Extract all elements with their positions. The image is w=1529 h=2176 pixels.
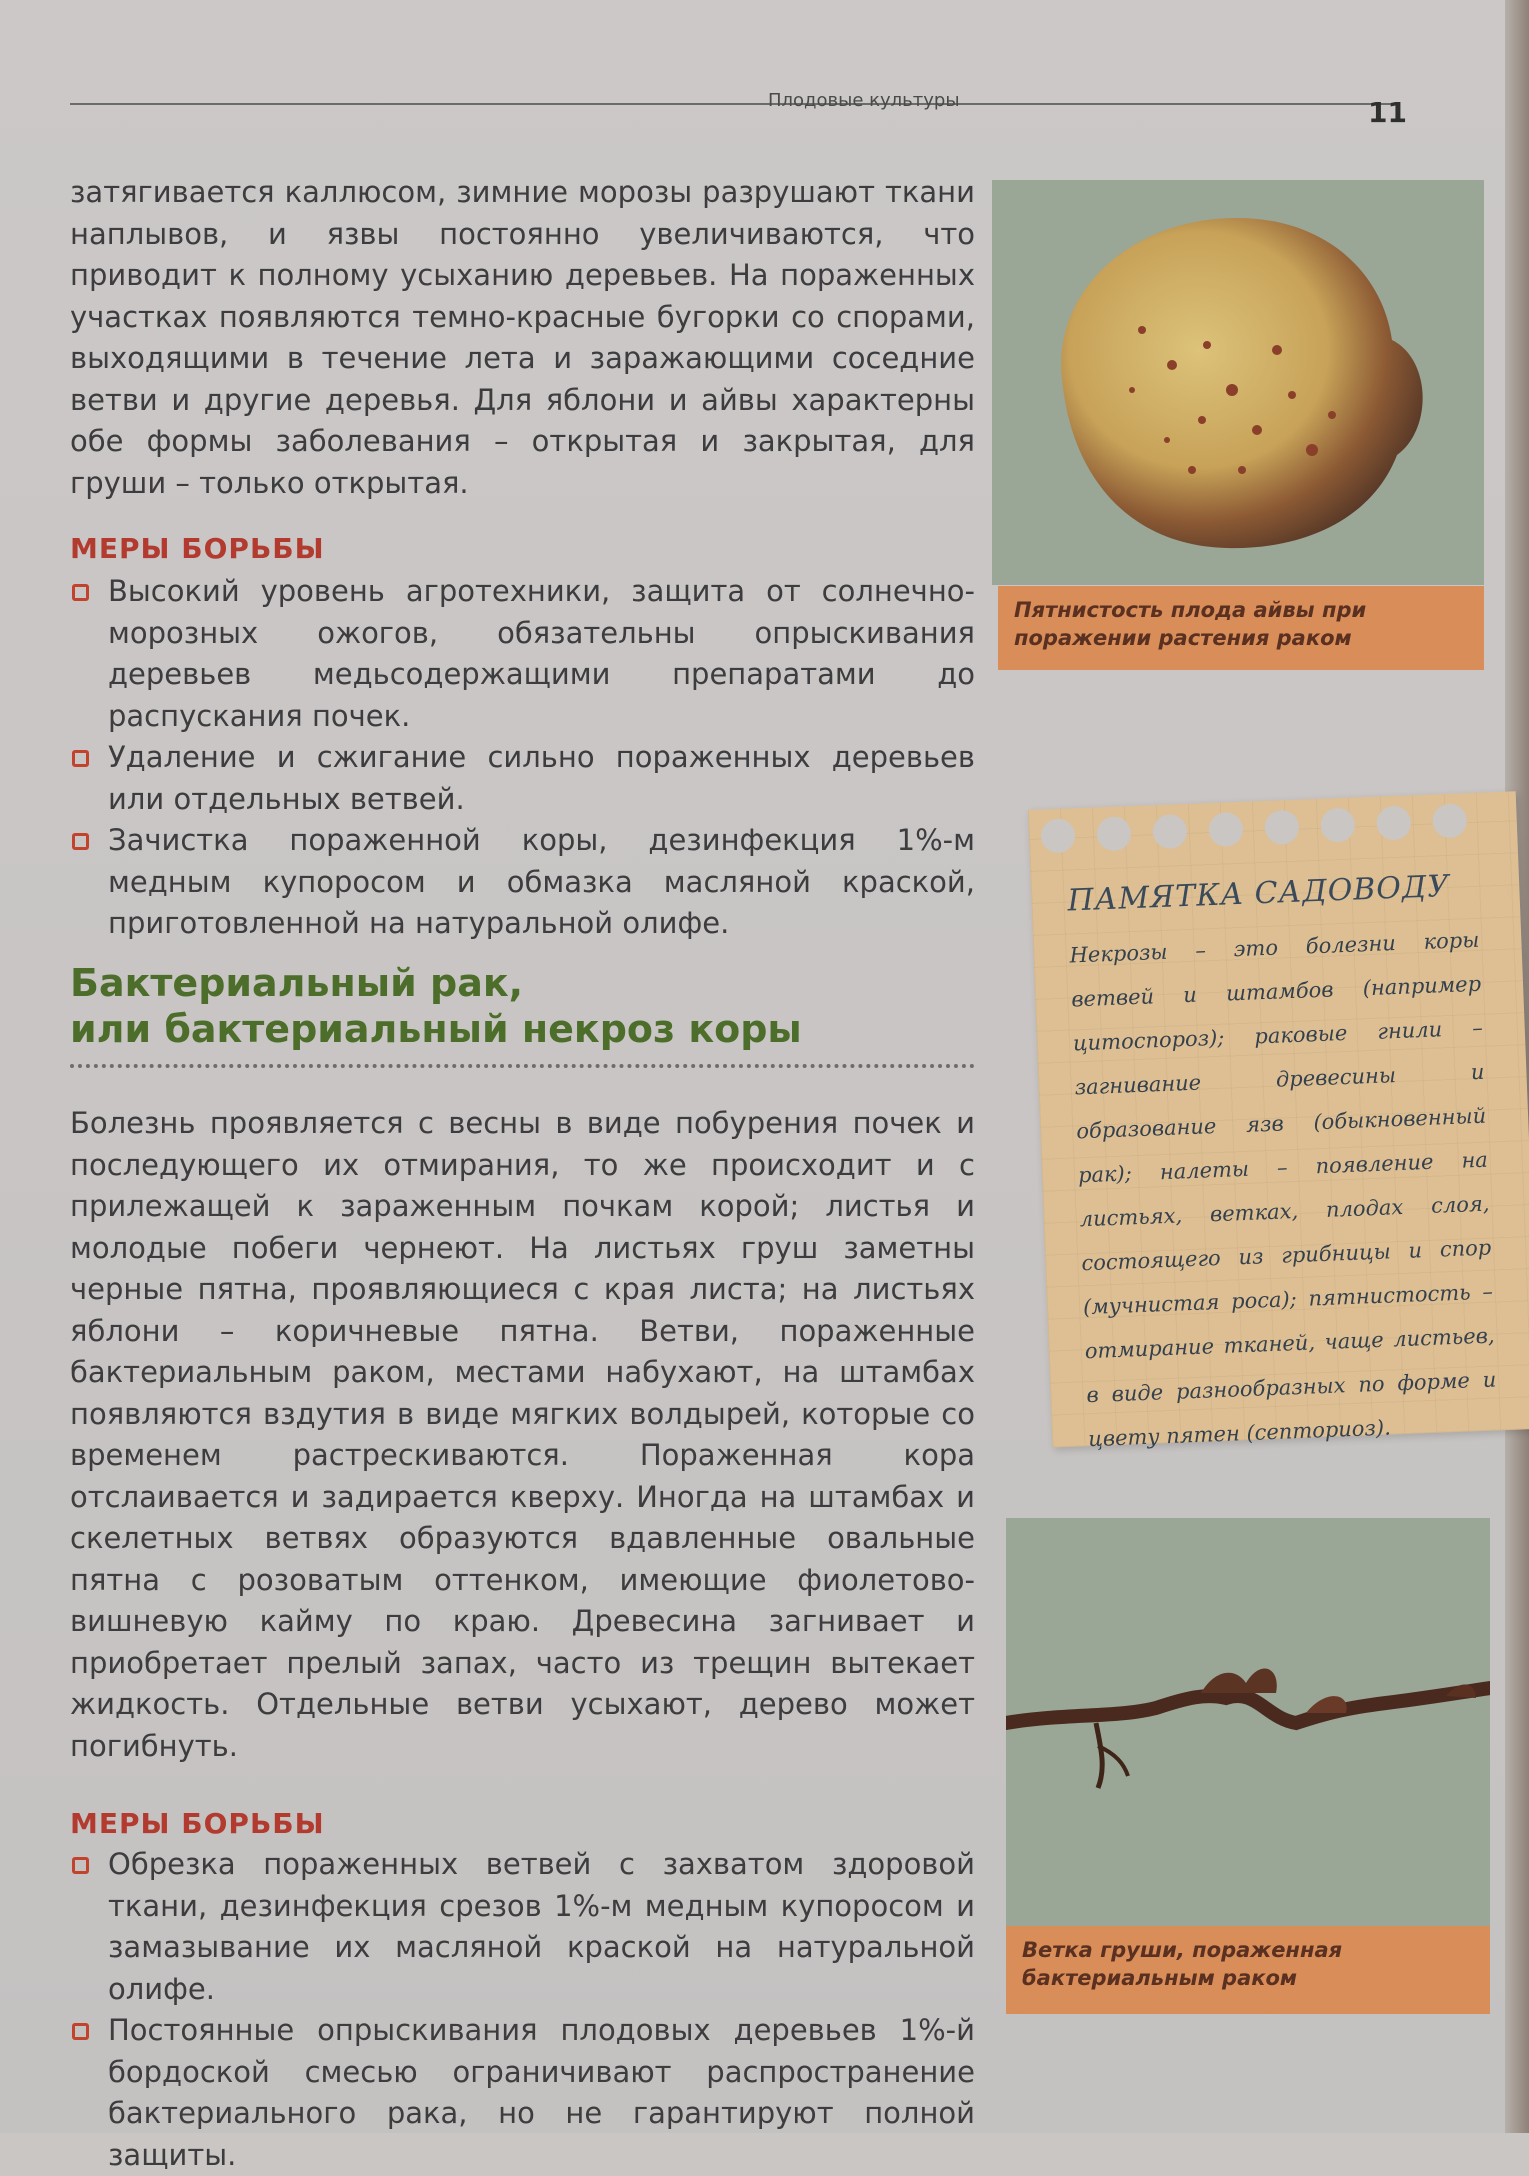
- section-title-block: [70, 960, 975, 1068]
- measures-heading-1: МЕРЫ БОРЬБЫ: [70, 532, 325, 565]
- left-column-bottom: [70, 1103, 975, 2176]
- pear-branch-photo: [1006, 1518, 1490, 1926]
- measures-list-1: [70, 571, 975, 945]
- checkbox-bullet-icon: [72, 833, 89, 850]
- checkbox-bullet-icon: [72, 1857, 89, 1874]
- pear-branch-caption: Ветка груши, пораженная бактериальным раком: [1006, 1926, 1490, 2014]
- checkbox-bullet-icon: [72, 750, 89, 767]
- dotted-divider: [70, 1064, 975, 1068]
- quince-photo-caption: Пятнистость плода айвы при поражении растения раком: [998, 586, 1484, 670]
- list-item: Удаление и сжигание сильно пораженных деревьев или отдельных ветвей.: [70, 737, 975, 820]
- header-rule: [70, 103, 1400, 105]
- section-title-line1: Бактериальный рак,: [70, 961, 524, 1005]
- checkbox-bullet-icon: [72, 584, 89, 601]
- measures-heading-2: МЕРЫ БОРЬБЫ: [70, 1807, 325, 1840]
- quince-photo: [992, 180, 1484, 585]
- quince-fruit-image: [992, 180, 1484, 585]
- running-head: Плодовые культуры: [768, 90, 960, 111]
- measures-list-2: [70, 1844, 975, 2176]
- section-paragraph: Болезнь проявляется с весны в виде побурения почек и последующего их отмирания, то же происходит и с прилежащей к зараженным почкам корой; листья и молодые побеги чернеют. На листьях груш заметны черные пятна, проявляющиеся с края листа; на листьях яблони – коричневые пятна. Ветви, пораженные бактериальным раком, местами набухают, на штамбах появляются вздутия в виде мягких волдырей, которые со временем растрескиваются. Пораженная кора отслаивается и задирается кверху. Иногда на штамбах и скелетных ветвях образуются вдавленные овальные пятна с розоватым оттенком, имеющие фиолетово-вишневую кайму по краю. Древесина загнивает и приобретает прелый запах, часто из трещин вытекает жидкость. Отдельные ветви усыхают, дерево может погибнуть.: [70, 1106, 975, 1763]
- gardener-memo-note: [1028, 791, 1529, 1452]
- memo-binding-holes: [1040, 802, 1501, 860]
- list-item: Высокий уровень агротехники, защита от солнечно-морозных ожогов, обязательны опрыскивания деревьев медьсодержащими препаратами до распускания почек.: [70, 571, 975, 737]
- intro-paragraph: затягивается каллюсом, зимние морозы разрушают ткани наплывов, и язвы постоянно увеличиваются, что приводит к полному усыханию деревьев. На пораженных участках появляются темно-красные бугорки со спорами, выходящими в течение лета и заражающими соседние ветви и другие деревья. Для яблони и айвы характерны обе формы заболевания – открытая и закрытая, для груши – только открытая.: [70, 175, 975, 500]
- left-column-top: [70, 172, 975, 945]
- checkbox-bullet-icon: [72, 2023, 89, 2040]
- list-item: Зачистка пораженной коры, дезинфекция 1%-м медным купоросом и обмазка масляной краской, приготовленной на натуральной олифе.: [70, 820, 975, 945]
- memo-title: ПАМЯТКА САДОВОДУ: [1066, 868, 1451, 919]
- pear-branch-image: [1006, 1518, 1490, 1926]
- memo-text: Некрозы – это болезни коры ветвей и штамбов (например цитоспороз); раковые гнили – загнивание древесины и образование язв (обыкновенный рак); налеты – появление на листьях, ветках, плодах слоя, состоящего из грибницы и спор (мучнистая роса); пятнистость – отмирание тканей, чаще листьев, в виде разнообразных по форме и цвету пятен (септориоз).: [1069, 927, 1497, 1452]
- list-item: Обрезка пораженных ветвей с захватом здоровой ткани, дезинфекция срезов 1%-м медным купоросом и замазывание их масляной краской на натуральной олифе.: [70, 1844, 975, 2010]
- section-title-line2: или бактериальный некроз коры: [70, 1007, 802, 1051]
- list-item: Постоянные опрыскивания плодовых деревьев 1%-й бордоской смесью ограничивают распространение бактериального рака, но не гарантируют полной защиты.: [70, 2010, 975, 2176]
- page-number: 11: [1368, 96, 1407, 129]
